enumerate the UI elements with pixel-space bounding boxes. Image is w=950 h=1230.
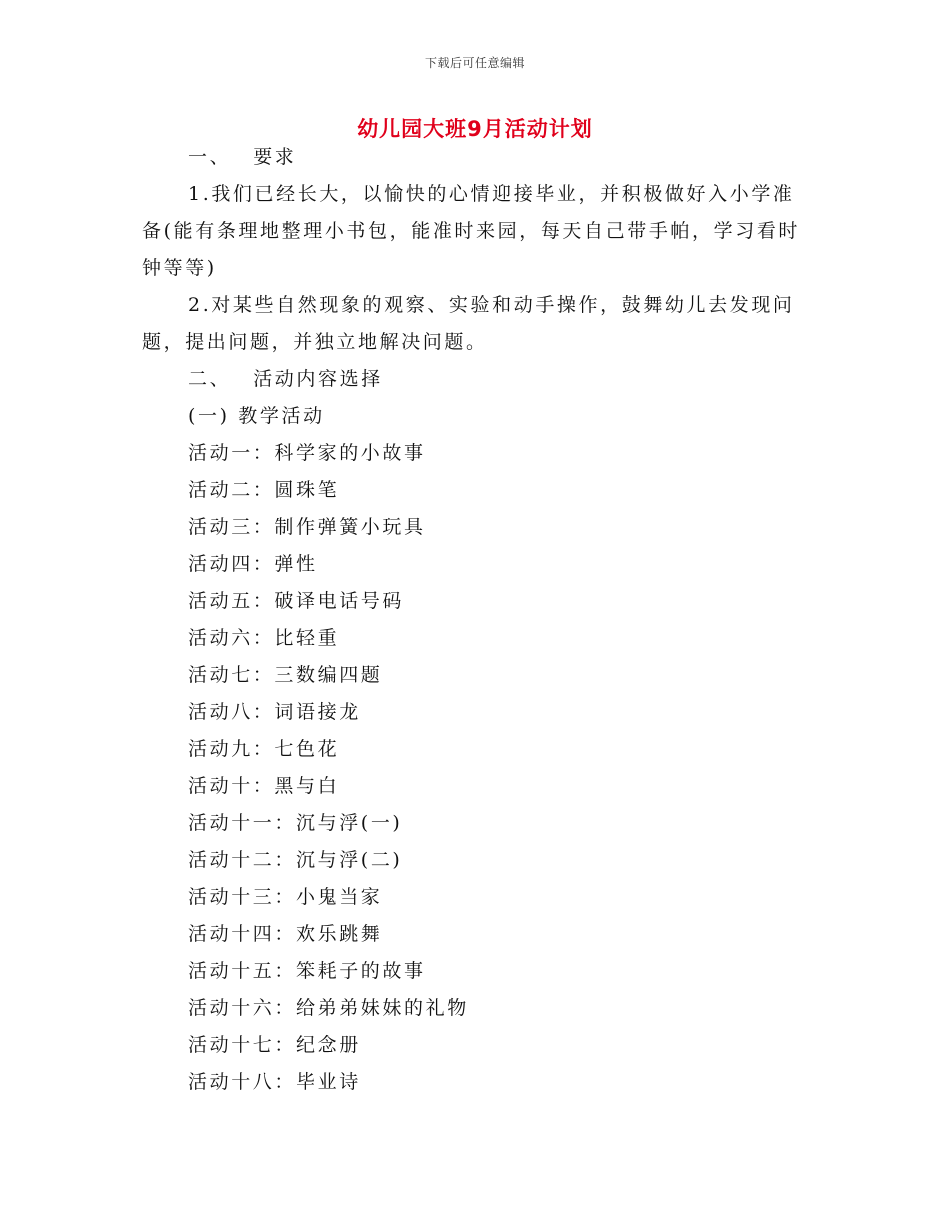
activity-item: 活动二：圆珠笔 (188, 479, 340, 501)
activity-item: 活动五：破译电话号码 (188, 590, 405, 612)
activity-item: 活动十七：纪念册 (188, 1034, 361, 1056)
section-heading-requirements (142, 139, 807, 176)
activity-item: 活动八：词语接龙 (188, 701, 361, 723)
activity-item: 活动十三：小鬼当家 (188, 886, 383, 908)
activity-item: 活动四：弹性 (188, 553, 318, 575)
requirement-paragraph-1: 1.我们已经长大，以愉快的心情迎接毕业，并积极做好入小学准备(能有条理地整理小书包，能准时来园，每天自己带手帕，学习看时钟等等) (142, 183, 801, 279)
activity-item: 活动七：三数编四题 (188, 664, 383, 686)
activity-item: 活动一：科学家的小故事 (188, 442, 426, 464)
activity-list (142, 435, 807, 1101)
activity-item: 活动十五：笨耗子的故事 (188, 960, 426, 982)
activity-item: 活动十四：欢乐跳舞 (188, 923, 383, 945)
activity-item: 活动十：黑与白 (188, 775, 340, 797)
activity-item: 活动十六：给弟弟妹妹的礼物 (188, 997, 469, 1019)
activity-item: 活动十八：毕业诗 (188, 1071, 361, 1093)
section-title: 要求 (253, 146, 297, 168)
subsection-heading: (一) 教学活动 (188, 405, 325, 427)
section-number: 二、 (188, 368, 232, 390)
document-title: 幼儿园大班9月活动计划 (357, 117, 593, 141)
activity-item: 活动九：七色花 (188, 738, 340, 760)
requirement-paragraph-2: 2.对某些自然现象的观察、实验和动手操作，鼓舞幼儿去发现问题，提出问题，并独立地解决问题。 (142, 294, 795, 353)
document-body (142, 139, 807, 1101)
activity-item: 活动十一：沉与浮(一) (188, 812, 403, 834)
activity-item: 活动六：比轻重 (188, 627, 340, 649)
section-title: 活动内容选择 (253, 368, 383, 390)
activity-item: 活动十二：沉与浮(二) (188, 849, 403, 871)
activity-item: 活动三：制作弹簧小玩具 (188, 516, 426, 538)
section-heading-activities (142, 361, 807, 398)
section-number: 一、 (188, 146, 232, 168)
header-note: 下载后可任意编辑 (424, 56, 525, 70)
